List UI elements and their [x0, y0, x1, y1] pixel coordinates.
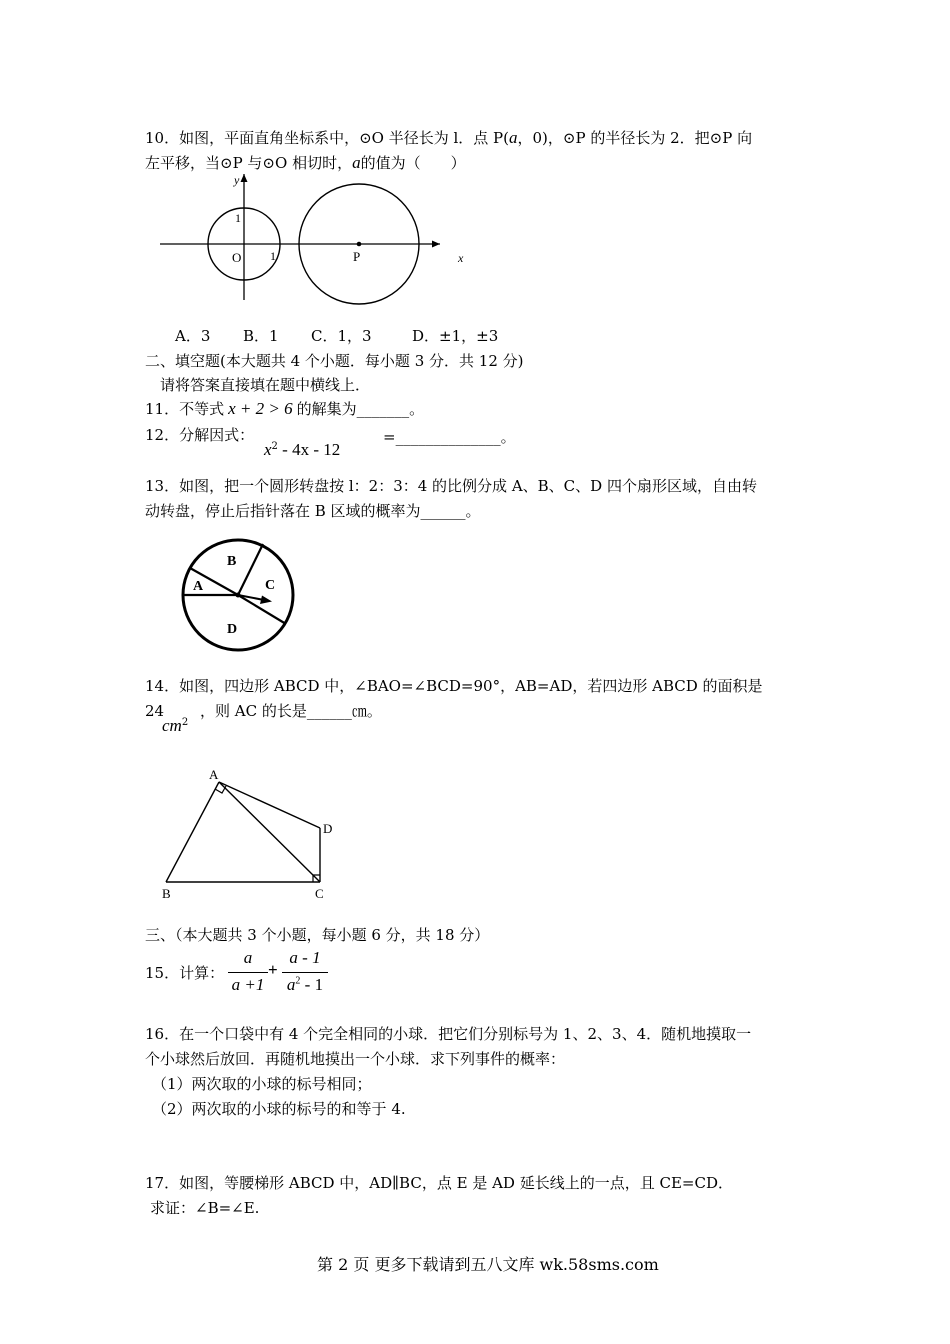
- section3-title: 三、（本大题共 3 个小题，每小题 6 分，共 18 分）: [145, 926, 490, 944]
- q14-line1: 14．如图，四边形 ABCD 中，∠BAO=∠BCD=90°，AB=AD，若四边形 ABCD 的面积是: [145, 677, 763, 695]
- q13-line1: 13．如图，把一个圆形转盘按 l：2：3：4 的比例分成 A、B、C、D 四个扇形区域，自由转: [145, 477, 757, 495]
- q14-label-C: C: [315, 886, 324, 901]
- q12-prefix: 12．分解因式：: [145, 426, 255, 444]
- q14-label-B: B: [162, 886, 171, 901]
- q10-var-a-2: a: [352, 153, 361, 172]
- q15-frac1-line: [228, 972, 268, 973]
- q10-label-1x: 1: [270, 249, 276, 263]
- section2-title: 二、填空题(本大题共 4 个小题．每小题 3 分．共 12 分): [145, 352, 524, 370]
- q10-option-c: C．1，3: [311, 327, 372, 345]
- q14-label-A: A: [209, 767, 219, 782]
- q10-option-d: D．±1，±3: [412, 327, 499, 345]
- q13-line2: 动转盘，停止后指针落在 B 区域的概率为______。: [145, 502, 481, 520]
- q12-expr: $x^2 - 4x - 12$: [264, 440, 341, 459]
- q14-label-D: D: [323, 821, 333, 836]
- q11-expr: x + 2 > 6: [228, 399, 293, 418]
- page-footer: 第 2 页 更多下载请到五八文库 wk.58sms.com: [317, 1255, 659, 1274]
- q13-label-D: D: [227, 622, 238, 637]
- q12-suffix: =______________。: [383, 428, 516, 446]
- q15-frac2-num: a - 1: [289, 948, 321, 967]
- q16-item2: （2）两次取的小球的标号的和等于 4.: [152, 1100, 406, 1118]
- q15-frac1-den: a +1: [231, 975, 265, 994]
- q10-var-a: a: [509, 128, 518, 147]
- q15-frac2-den: $a^2 - 1$: [286, 975, 324, 994]
- q10-label-x: x: [458, 251, 464, 265]
- q14-num: 24: [145, 702, 165, 720]
- q10-label-O: O: [232, 250, 242, 265]
- section2-instruction: 请将答案直接填在题中横线上．: [160, 376, 371, 394]
- q13-label-B: B: [227, 554, 237, 569]
- q10-label-y: y: [234, 173, 240, 187]
- q17-line2: 求证：∠B=∠E.: [150, 1199, 260, 1217]
- q14-rest: ，则 AC 的长是______㎝。: [200, 702, 382, 720]
- q16-item1: （1）两次取的小球的标号相同；: [152, 1075, 372, 1093]
- q10-option-a: A．3: [175, 327, 211, 345]
- q16-line1: 16．在一个口袋中有 4 个完全相同的小球．把它们分别标号为 1、2、3、4．随机地摸取一: [145, 1025, 752, 1043]
- q13-label-C: C: [265, 578, 276, 593]
- q10-label-1y: 1: [235, 211, 241, 225]
- q14-unit: $cm^2$: [162, 716, 189, 735]
- q14-quadrilateral-figure: [158, 765, 348, 905]
- q10-line1: 10．如图，平面直角坐标系中，⊙O 半径长为 l．点 P(a，0)，⊙P 的半径长为 2．把⊙P 向: [145, 128, 753, 147]
- q10-option-b: B．1: [243, 327, 279, 345]
- q15-frac2-line: [282, 972, 328, 973]
- q13-label-A: A: [193, 579, 204, 594]
- q11: 11．不等式 x + 2 > 6 的解集为_______。: [145, 399, 425, 418]
- q17-line1: 17．如图，等腰梯形 ABCD 中，AD∥BC，点 E 是 AD 延长线上的一点，且 CE=CD．: [145, 1174, 733, 1192]
- q10-label-P: P: [353, 249, 361, 264]
- q13-spinner-figure: [180, 538, 300, 654]
- q10-figure: [160, 172, 480, 312]
- q15-prefix: 15．计算：: [145, 964, 225, 982]
- q10-line2: 左平移，当⊙P 与⊙O 相切时，a的值为（ ）: [145, 153, 466, 172]
- q15-frac1-num: a: [243, 948, 253, 967]
- q15-plus: +: [268, 960, 278, 979]
- q16-line2: 个小球然后放回．再随机地摸出一个小球．求下列事件的概率：: [145, 1050, 566, 1068]
